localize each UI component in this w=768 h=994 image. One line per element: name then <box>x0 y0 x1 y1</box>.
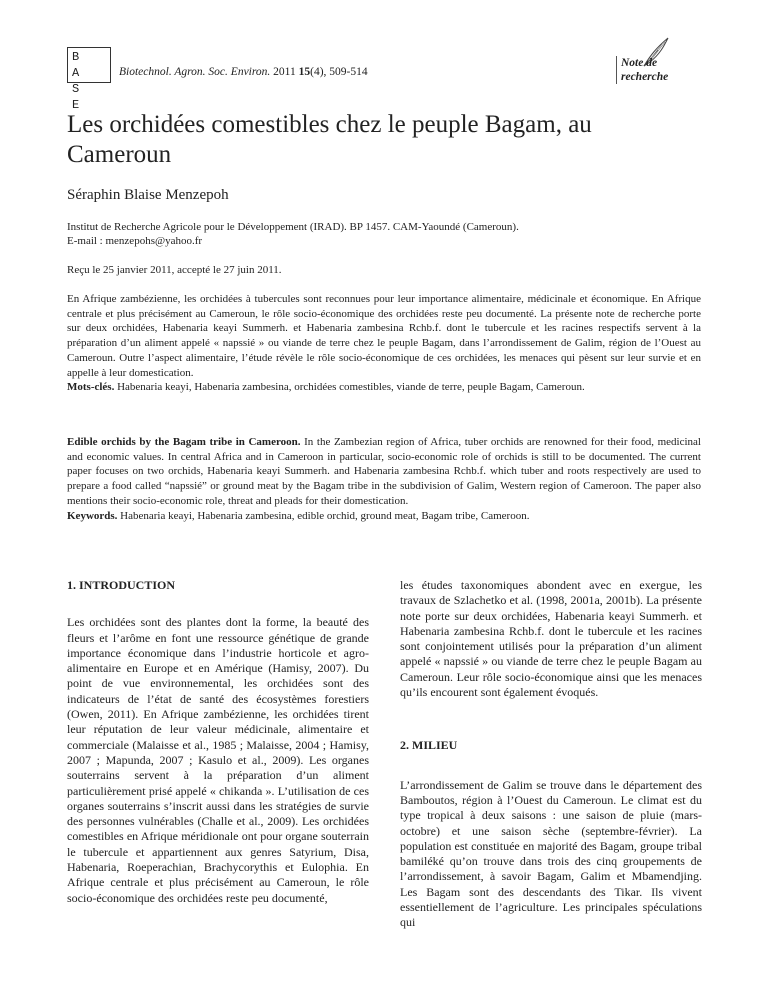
journal-issue-pages: (4), 509-514 <box>310 66 368 78</box>
introduction-paragraph: Les orchidées sont des plantes dont la forme, la beauté des fleurs et l’arôme en font une ressource génétique de grande importance économique dans l’industrie horticole et agro-alimentaire en Europe et en Amérique (Hamisy, 2007). Du point de vue environnemental, les orchidées sont des indicateurs de l’état de santé des écosystèmes forestiers (Owen, 2011). En Afrique zambézienne, les orchidées tirent leur réputation de leur valeur médicinale, alimentaire et commerciale (Malaisse et al., 1985 ; Malaisse, 2004 ; Hamisy, 2007 ; Mapunda, 2007 ; Kasulo et al., 2009). Les organes souterrains servent à la préparation d’un aliment particulièrement prisé appelé « chikanda ». L’utilisation de ces organes souterrains s’inscrit aussi dans les stratégies de survie des personnes vulnérables (Challe et al., 2009). Les orchidées comestibles en Afrique méridionale ont pour organe souterrain le tubercule et appartiennent aux genres Satyrium, Disa, Habenaria, Roeperachian, Brachycorythis et Eulophia. En Afrique centrale et plus précisément au Cameroun, le rôle socio-économique des orchidées reste peu documenté, <box>67 615 369 905</box>
article-title: Les orchidées comestibles chez le peuple Bagam, au Cameroun <box>67 111 592 168</box>
journal-year: 2011 <box>270 66 299 78</box>
section-heading-milieu: 2. MILIEU <box>400 738 458 753</box>
abstract-english-text: In the Zambezian region of Africa, tuber orchids are renowned for their food, medicinal and economic values. In central Africa and in Cameroon in particular, socio-economic role of orchids is still to be documented. The current paper focuses on two orchids, Habenaria keayi Summerh. and Habenaria zambesina Rchb.f. which tuber and roots respectively are used to prepare a food called “napssié” or ground meat by the Bagam tribe in the subdivision of Galim, Western region of Cameroon. The paper also mentions their socio-economic role, threat and pleads for their domestication. <box>67 436 701 507</box>
section-heading-introduction: 1. INTRODUCTION <box>67 578 176 592</box>
received-dates: Reçu le 25 janvier 2011, accepté le 27 juin 2011. <box>67 264 282 276</box>
logo-row-2: S E <box>72 82 87 112</box>
journal-name: Biotechnol. Agron. Soc. Environ. <box>119 66 271 78</box>
keywords-french <box>67 380 701 395</box>
affiliation-institute: Institut de Recherche Agricole pour le Développement (IRAD). BP 1457. CAM-Yaoundé (Cameroun). <box>67 221 519 233</box>
keywords-french-list: Habenaria keayi, Habenaria zambesina, orchidées comestibles, viande de terre, peuple Bagam, Cameroun. <box>114 381 585 394</box>
logo-row-1: B A <box>72 50 87 80</box>
abstract-english-title: Edible orchids by the Bagam tribe in Cameroon. <box>67 436 301 448</box>
abstract-english-body <box>67 435 701 509</box>
journal-logo <box>67 47 111 112</box>
article-type-badge <box>616 36 702 84</box>
keywords-french-label: Mots-clés. <box>67 381 115 394</box>
abstract-french-text: En Afrique zambézienne, les orchidées à tubercules sont reconnues pour leur importance alimentaire, médicinale et économique. En Afrique centrale et plus précisément au Cameroun, le rôle socio-économique des orchidées reste peu documenté. La présente note de recherche porte sur deux orchidées, Habenaria keayi Summerh. et Habenaria zambesina Rchb.f. dont le tubercule et les racines respectifs servent à la préparation d’un aliment appelé « napssié » ou viande de terre chez le peuple Bagam, dans l’arrondissement de Galim, région de l’Ouest au Cameroun. Outre l’aspect alimentaire, l’étude révèle le rôle socio-économique de ces orchidées, les menaces qui pèsent sur leur survie et en appelle à leur domestication. <box>67 293 701 379</box>
column-right <box>400 578 702 931</box>
author-name: Séraphin Blaise Menzepoh <box>67 187 229 203</box>
note-label: Note de recherche <box>616 56 702 84</box>
journal-volume: 15 <box>298 66 311 78</box>
keywords-english <box>67 509 701 524</box>
column-left <box>67 578 369 906</box>
milieu-paragraph: L’arrondissement de Galim se trouve dans le département des Bamboutos, région à l’Ouest du Cameroun. Le climat est du type tropical à deux saisons : une saison de pluie (mars-octobre) et une saison sèche (septembre-février). La population est constituée en majorité des Bagam, groupe tribal bamiléké qu’on trouve dans trois des cinq groupements de l’arrondissement, à savoir Bagam, Galim et Mbamendjing. Les Bagam sont des descendants des Tikar. Ils vivent essentiellement de l’agriculture. Les principales spéculations qui <box>400 777 702 930</box>
journal-citation <box>119 66 368 78</box>
keywords-english-list: Habenaria keayi, Habenaria zambesina, edible orchid, ground meat, Bagam tribe, Cameroon. <box>117 509 530 522</box>
abstract-english <box>67 435 701 523</box>
affiliation-email: E-mail : menzepohs@yahoo.fr <box>67 235 203 247</box>
affiliation <box>67 220 519 248</box>
abstract-french <box>67 292 701 395</box>
keywords-english-label: Keywords. <box>67 509 118 522</box>
introduction-paragraph-continued: les études taxonomiques abondent avec en exergue, les travaux de Szlachetko et al. (1998, 2001a, 2001b). La présente note porte sur deux orchidées, Habenaria keayi Summerh. et Habenaria zambesina Rchb.f. dont le tubercule et les racines sont conjointement utilisés pour la préparation d’un aliment appelé « napssié » ou viande de terre chez le peuple Bagam au Cameroun. Leur rôle socio-économique ainsi que les menaces qu’ils encourent sont également évoqués. <box>400 578 702 700</box>
